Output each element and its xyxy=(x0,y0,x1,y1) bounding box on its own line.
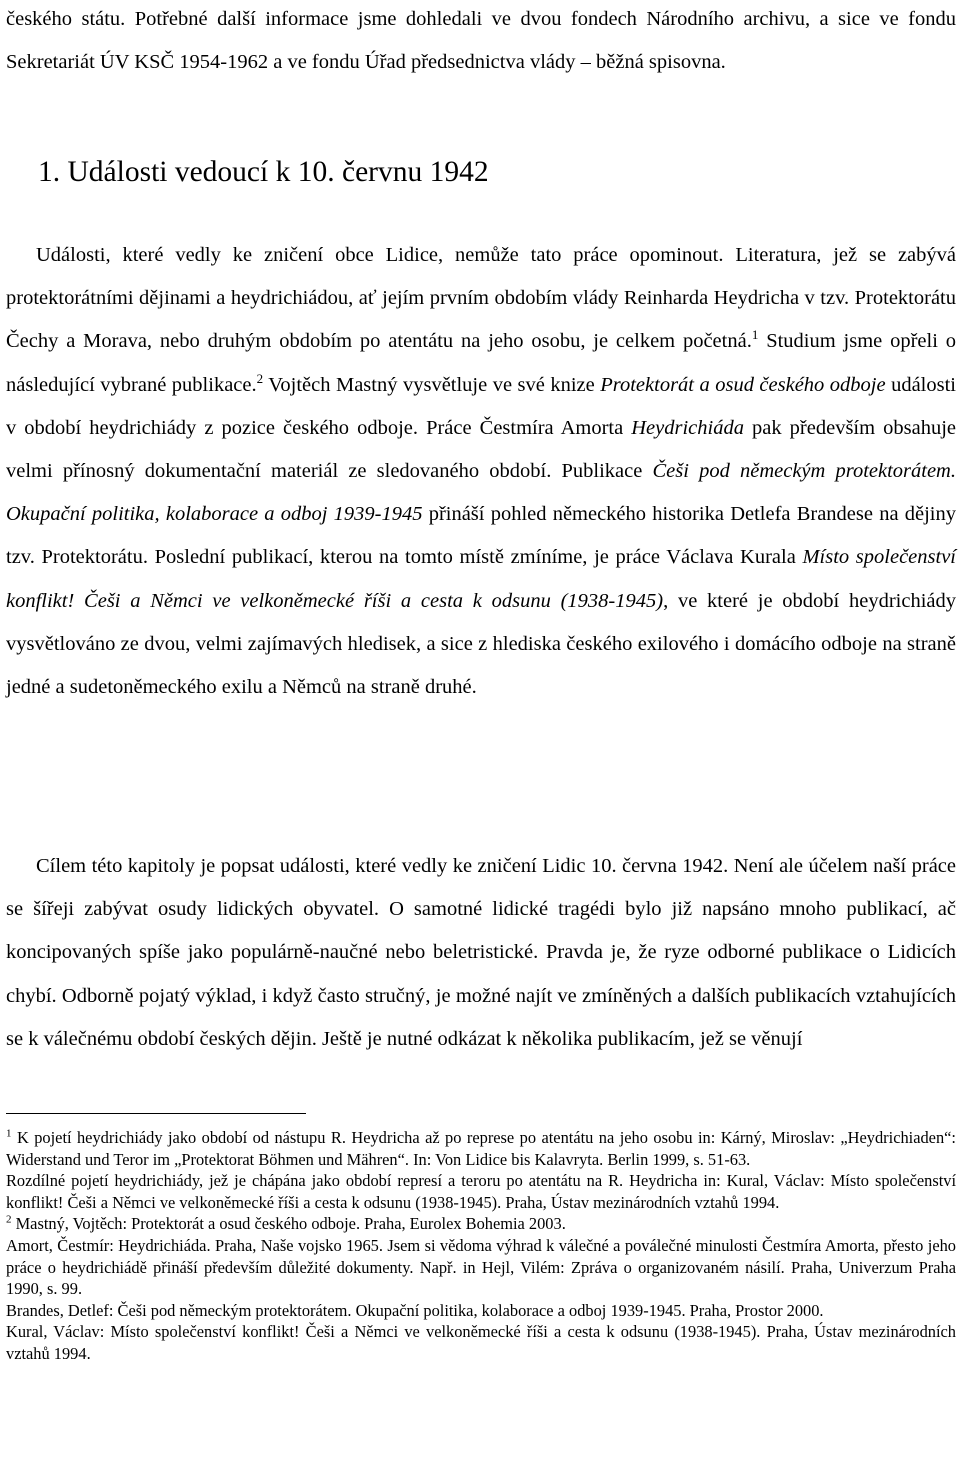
footnote-separator xyxy=(6,1113,306,1114)
para1-text-5: pak především obsahuje velmi přínosný dokumentační materiál ze sledovaného období. Publikace xyxy=(6,416,956,483)
para1-text-2: Studium jsme opřeli o následující vybrané publikace. xyxy=(6,330,956,396)
para1-text-4: události v období heydrichiády z pozice českého odboje. Práce Čestmíra Amorta xyxy=(6,373,956,439)
intro-paragraph: českého státu. Potřebné další informace jsme dohledali ve dvou fondech Národního archivu, a sice ve fondu Sekretariát ÚV KSČ 1954-1962 a ve fondu Úřad předsednictva vlády – běžná spisovna. xyxy=(6,8,956,74)
body-paragraph-2: Cílem této kapitoly je popsat události, které vedly ke zničení Lidic 10. června 1942. Není ale účelem naší práce se šířeji zabývat osudy lidických obyvatel. O samotné lidické tragédi bylo již napsáno mnoho publikací, ač koncipovaných spíše jako populárně-naučné nebo beletristické. Pravda je, že ryze odborné publikace o Lidicích chybí. Odborně pojatý výklad, i když často stručný, je možné najít ve zmíněných a dalších publikacích vztahujících se k válečnému období českých dějin. Ještě je nutné odkázat k několika publikacím, jež se věnují xyxy=(6,855,956,1050)
footnote-1-text: K pojetí heydrichiády jako období od nástupu R. Heydricha až po represe po atentátu na jeho osobu in: Kárný, Miroslav: „Heydrichiaden“: Widerstand und Teror im „Protektorat Böhmen und Mähren“. In: Von Lidice bis Kalavryta. Berlin 1999, s. 51-63. xyxy=(6,1128,956,1169)
footnote-1-number: 1 xyxy=(6,1127,12,1140)
footnote-2-amort: Amort, Čestmír: Heydrichiáda. Praha, Naše vojsko 1965. Jsem si vědoma výhrad k válečné a poválečné minulosti Čestmíra Amorta, přesto jeho práce o heydrichiádě přináší především důležité dokumenty. Např. in Hejl, Vilém: Zpráva o organizovaném násilí. Praha, Univerzum Praha 1990, s. 99. xyxy=(6,1235,956,1299)
footnote-2-text: Mastný, Vojtěch: Protektorát a osud českého odboje. Praha, Eurolex Bohemia 2003. xyxy=(11,1214,566,1234)
document-page xyxy=(6,0,956,1363)
book-title-kural: Místo společenství konflikt! Češi a Němci ve velkoněmecké říši a cesta k odsunu (1938-1945) xyxy=(6,546,956,612)
para1-text-6: přináší pohled německého historika Detlefa Brandese na dějiny tzv. Protektorátu. Poslední publikací, kterou na tomto místě zmíníme, je práce Václava Kurala xyxy=(6,503,956,569)
section-heading: 1. Události vedoucí k 10. červnu 1942 xyxy=(38,156,489,188)
footnote-2-brandes: Brandes, Detlef: Češi pod německým protektorátem. Okupační politika, kolaborace a odboj 1939-1945. Praha, Prostor 2000. xyxy=(6,1300,824,1320)
book-title-amort: Heydrichiáda xyxy=(631,416,744,439)
footnote-ref-2[interactable]: 2 xyxy=(256,370,264,386)
footnote-2-kural: Kural, Václav: Místo společenství konflikt! Češi a Němci ve velkoněmecké říši a cesta k odsunu (1938-1945). Praha, Ústav mezinárodních vztahů 1994. xyxy=(6,1322,956,1363)
footnote-2 xyxy=(6,1213,956,1235)
book-title-mastny: Protektorát a osud českého odboje xyxy=(600,373,886,396)
footnote-1 xyxy=(6,1127,956,1170)
para1-text-3: Vojtěch Mastný vysvětluje ve své knize xyxy=(263,373,601,396)
footnote-ref-1[interactable]: 1 xyxy=(751,327,759,343)
footnote-1-continued: Rozdílné pojetí heydrichiády, jež je chápána jako období represí a teroru po atentátu na R. Heydricha in: Kural, Václav: Místo společenství konflikt! Češi a Němci ve velkoněmecké říši a cesta k odsunu (1938-1945). Praha, Ústav mezinárodních vztahů 1994. xyxy=(6,1171,956,1212)
footnote-2-number: 2 xyxy=(6,1213,12,1226)
para1-text-7: , ve které je období heydrichiády vysvětlováno ze dvou, velmi zajímavých hledisek, a sice z hlediska českého exilového i domácího odboje na straně jedné a sudetoněmeckého exilu a Němců na straně druhé. xyxy=(6,589,956,699)
footnotes xyxy=(6,1127,956,1365)
book-title-brandes: Češi pod německým protektorátem. Okupační politika, kolaborace a odboj 1939-1945 xyxy=(6,460,956,526)
para1-text-1: Události, které vedly ke zničení obce Lidice, nemůže tato práce opominout. Literatura, jež se zabývá protektorátními dějinami a heydrichiádou, ať jejím prvním obdobím vlády Reinharda Heydricha v tzv. Protektorátu Čechy a Morava, nebo druhým obdobím po atentátu na jeho osobu, je celkem početná. xyxy=(6,244,956,353)
body-paragraph-1 xyxy=(6,234,956,709)
